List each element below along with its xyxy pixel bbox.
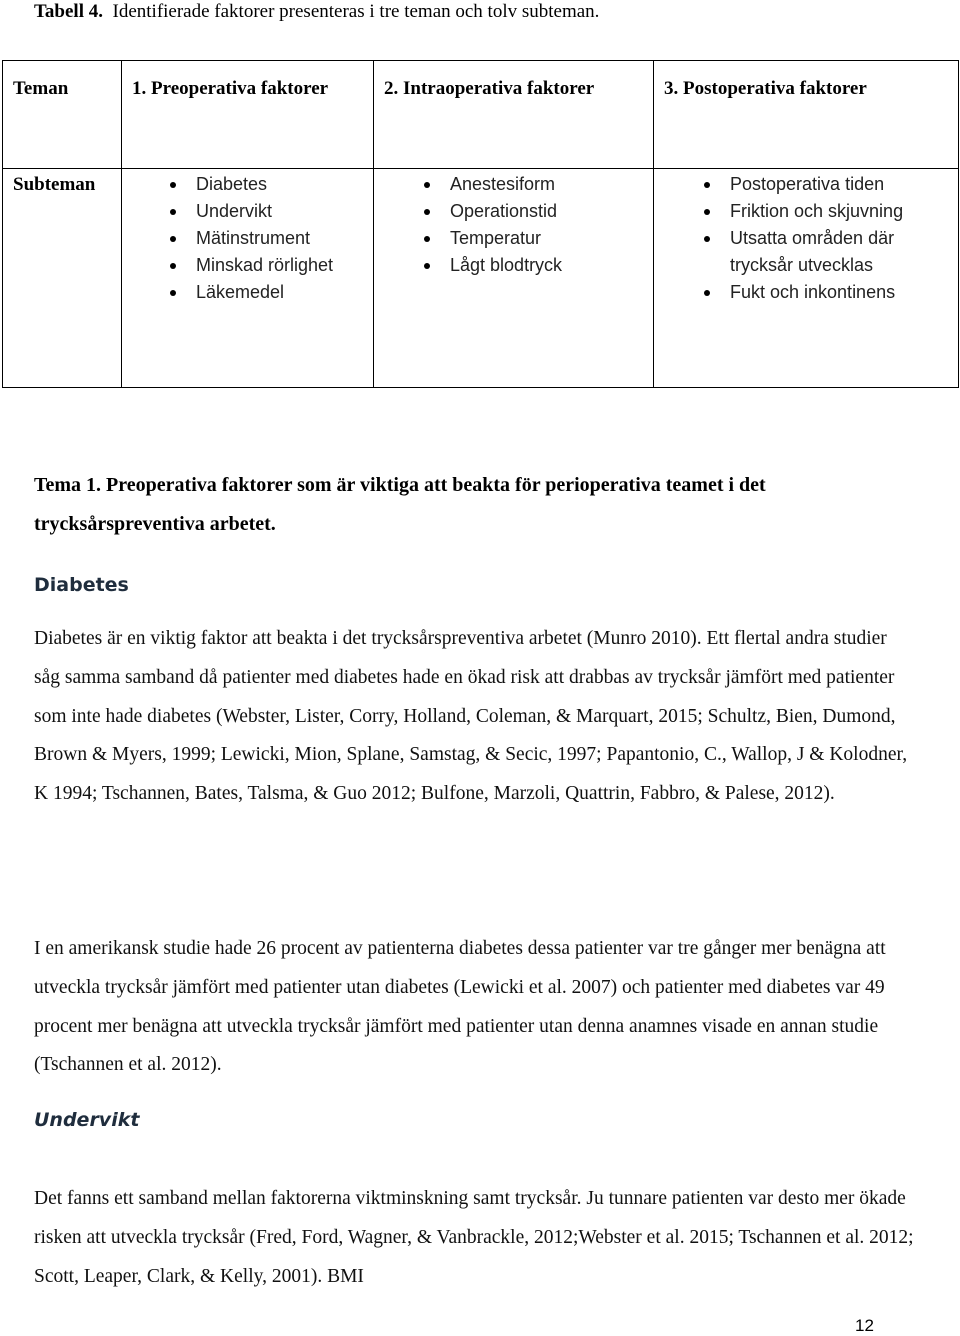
theme-cell-2: 2. Intraoperativa faktorer: [374, 61, 654, 169]
subtheme-cell-1: [122, 169, 374, 388]
list-item: Minskad rörlighet: [122, 252, 373, 279]
theme-cell-1: 1. Preoperativa faktorer: [122, 61, 374, 169]
table-caption: [34, 1, 599, 23]
teman-label: Teman: [3, 61, 122, 169]
tema1-heading: Tema 1. Preoperativa faktorer som är viktiga att beakta för perioperativa teamet i det trycksårspreventiva arbetet.: [34, 474, 766, 535]
subtheme-list-1: [122, 171, 373, 306]
table-subtheme-row: [3, 169, 959, 388]
diabetes-paragraph-1: Diabetes är en viktig faktor att beakta i det trycksårspreventiva arbetet (Munro 2010). Ett flertal andra studier såg samma samband då patienter med diabetes hade en ökad risk att drabbas av trycksår jämfört med patienter som inte hade diabetes (Webster, Lister, Corry, Holland, Coleman, & Marquart, 2015; Schultz, Bien, Dumond, Brown & Myers, 1999; Lewicki, Mion, Splane, Samstag, & Secic, 1997; Papantonio, C., Wallop, J & Kolodner, K 1994; Tschannen, Bates, Talsma, & Guo 2012; Bulfone, Marzoli, Quattrin, Fabbro, & Palese, 2012).: [34, 628, 908, 805]
page-number: 12: [855, 1316, 874, 1335]
list-item: Friktion och skjuvning: [654, 198, 958, 225]
subtheme-list-2: [374, 171, 653, 279]
list-item: Läkemedel: [122, 279, 373, 306]
list-item: Utsatta områden där trycksår utvecklas: [654, 225, 958, 279]
list-item: Temperatur: [374, 225, 653, 252]
list-item: Fukt och inkontinens: [654, 279, 958, 306]
list-item: Lågt blodtryck: [374, 252, 653, 279]
subtheme-cell-2: [374, 169, 654, 388]
list-item: Mätinstrument: [122, 225, 373, 252]
subtheme-cell-3: [654, 169, 959, 388]
undervikt-paragraph-1: Det fanns ett samband mellan faktorerna viktminskning samt trycksår. Ju tunnare patienten var desto mer ökade risken att utveckla trycksår (Fred, Ford, Wagner, & Vanbrackle, 2012;Webster et al. 2015; Tschannen et al. 2012; Scott, Leaper, Clark, & Kelly, 2001). BMI: [34, 1188, 914, 1287]
factors-table: [2, 60, 959, 388]
theme-cell-3: 3. Postoperativa faktorer: [654, 61, 959, 169]
caption-text: Identifierade faktorer presenteras i tre teman och tolv subteman.: [112, 1, 600, 22]
list-item: Undervikt: [122, 198, 373, 225]
caption-label: Tabell 4.: [34, 1, 103, 22]
table-header-row: [3, 61, 959, 169]
list-item: Postoperativa tiden: [654, 171, 958, 198]
list-item: Anestesiform: [374, 171, 653, 198]
list-item: Operationstid: [374, 198, 653, 225]
diabetes-heading: Diabetes: [34, 574, 129, 596]
diabetes-paragraph-2: I en amerikansk studie hade 26 procent av patienterna diabetes dessa patienter var tre gånger mer benägna att utveckla trycksår jämfört med patienter utan diabetes (Lewicki et al. 2007) och patienter med diabetes var 49 procent mer benägna att utveckla trycksår jämfört med patienter utan denna anamnes visade en annan studie (Tschannen et al. 2012).: [34, 938, 886, 1076]
undervikt-heading: Undervikt: [34, 1109, 140, 1131]
subteman-label: Subteman: [3, 169, 122, 388]
list-item: Diabetes: [122, 171, 373, 198]
subtheme-list-3: [654, 171, 958, 306]
